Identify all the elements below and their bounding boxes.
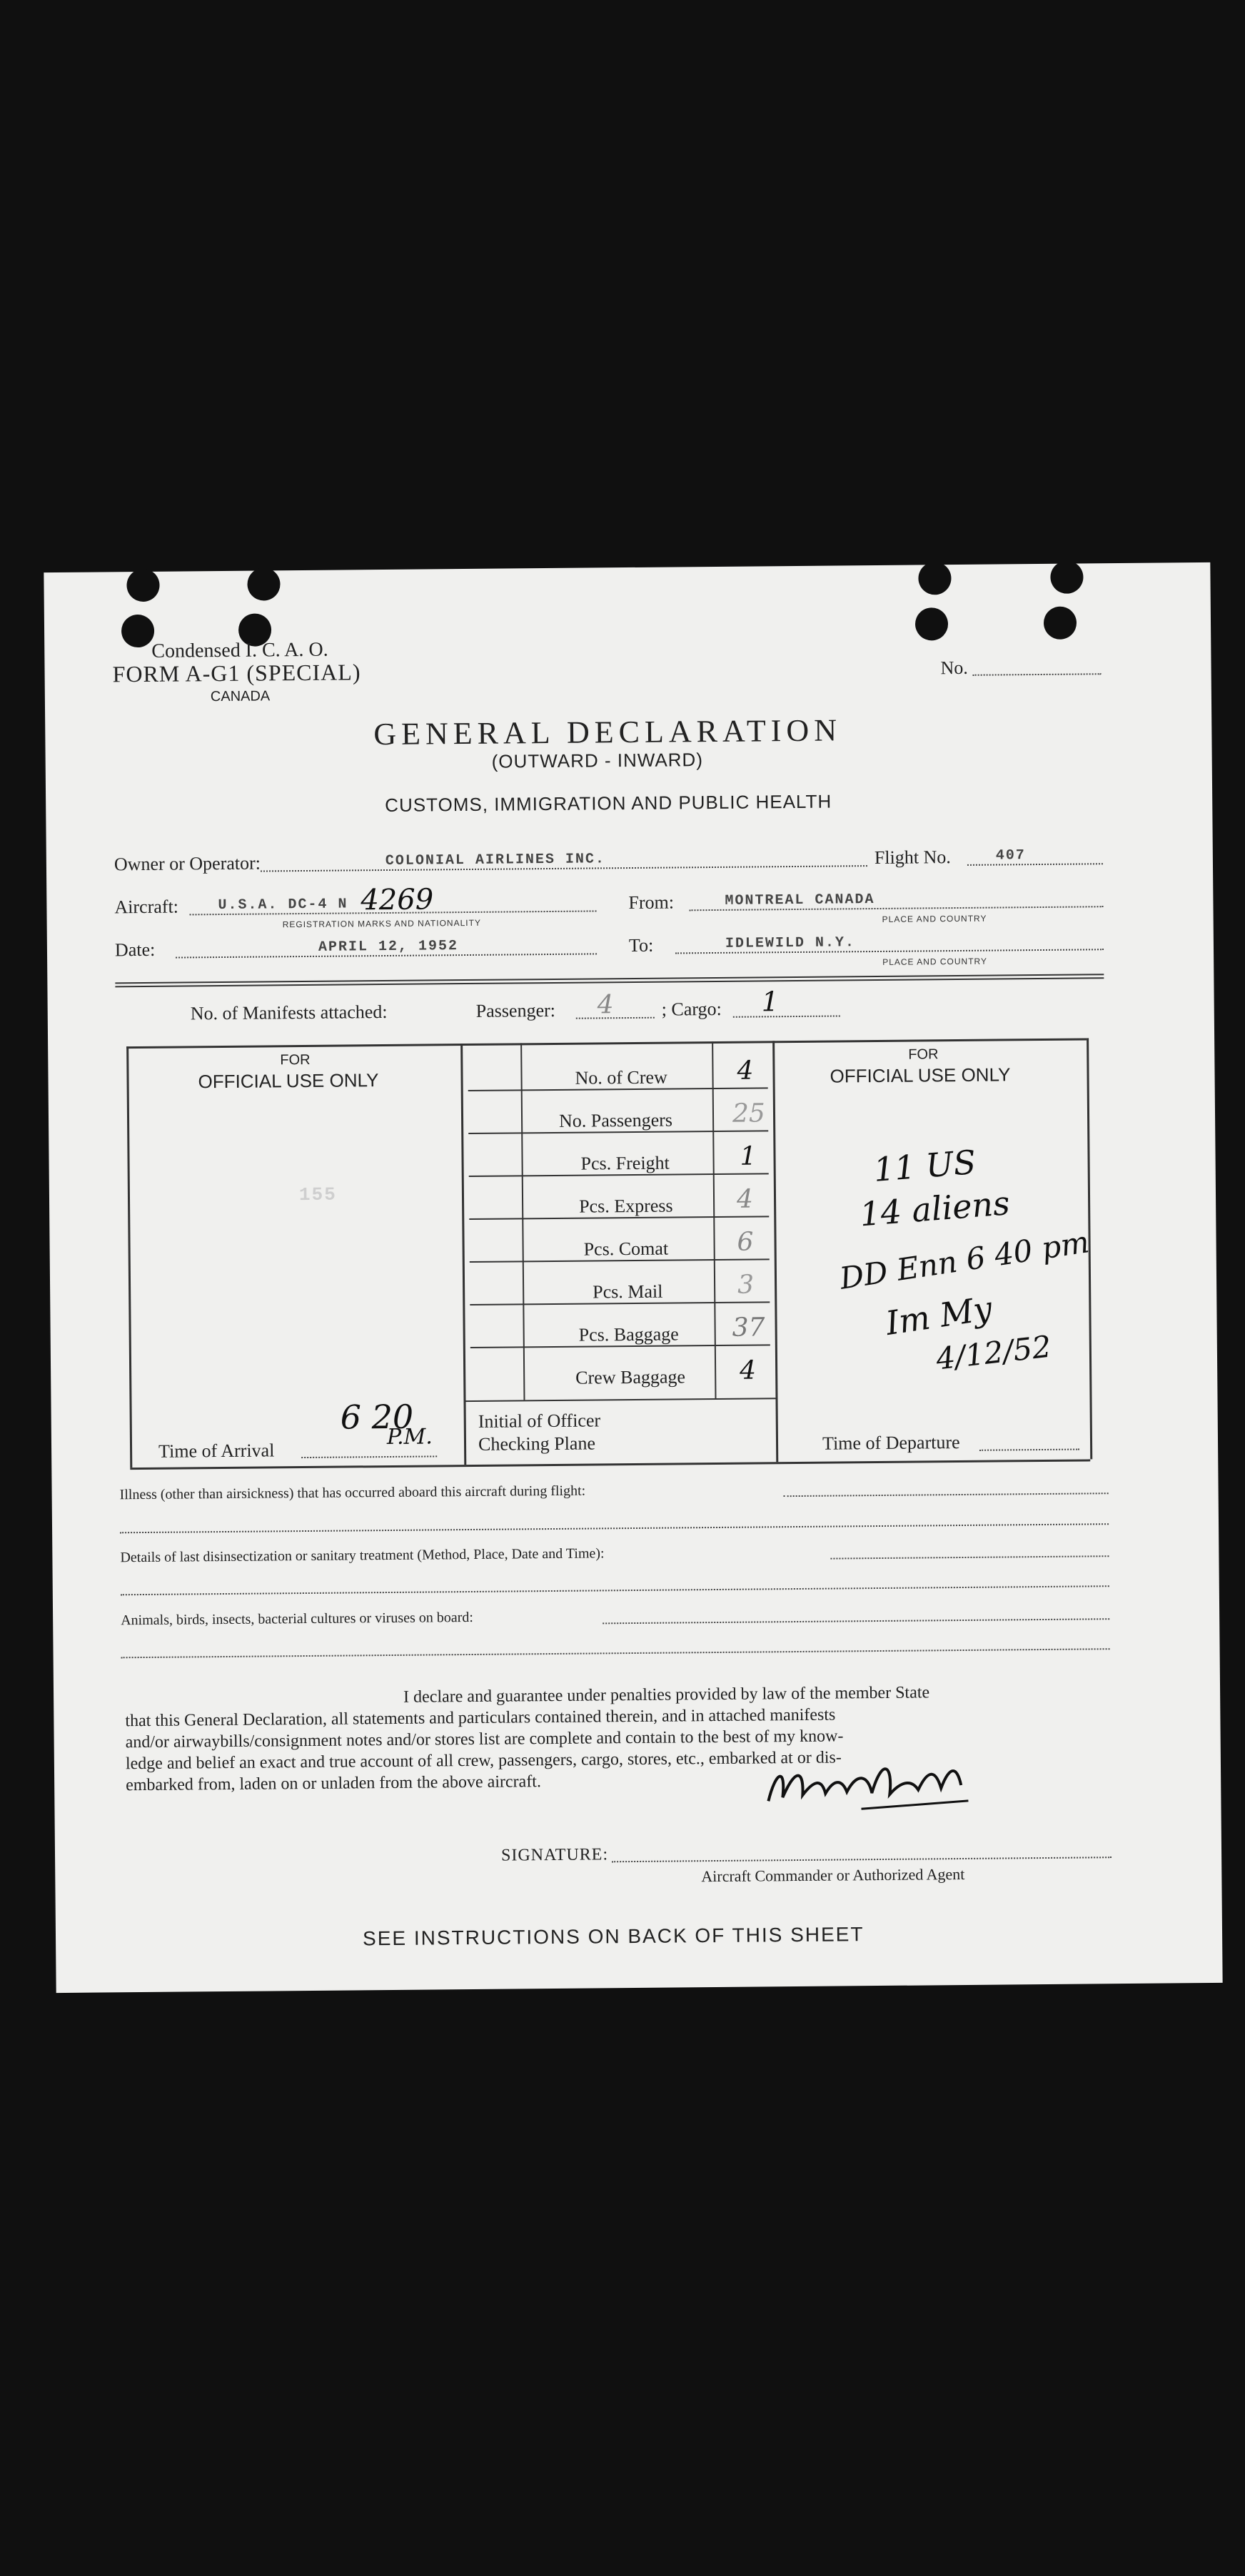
punch-hole-2: [247, 567, 280, 600]
form-header-line1: Condensed I. C. A. O.: [151, 638, 328, 662]
owner-label: Owner or Operator:: [114, 852, 261, 875]
signature-line: [612, 1857, 1112, 1862]
count-row-label: Pcs. Express: [578, 1195, 673, 1217]
form-number-label: No.: [940, 657, 968, 679]
disinsectization-line-1: [830, 1555, 1109, 1559]
instructions-footer: SEE INSTRUCTIONS ON BACK OF THIS SHEET: [362, 1923, 865, 1950]
punch-hole-1: [126, 569, 159, 602]
date-label: Date:: [114, 939, 156, 961]
cargo-line: [733, 1015, 840, 1017]
time-of-arrival-hand: 6 20: [340, 1397, 414, 1437]
left-stamp: 155: [298, 1183, 337, 1206]
count-row-value: 1: [740, 1141, 757, 1171]
table-top-border: [126, 1038, 1087, 1049]
page-title: GENERAL DECLARATION: [373, 712, 842, 752]
passenger-value: 4: [597, 990, 614, 1020]
handwritten-signature: [754, 1742, 1012, 1829]
count-row-label: Pcs. Comat: [583, 1238, 669, 1260]
time-of-arrival-line: [301, 1455, 437, 1458]
from-value: MONTREAL CANADA: [725, 892, 875, 909]
cargo-label: ; Cargo:: [661, 998, 722, 1020]
count-row-value: 4: [737, 1056, 754, 1086]
left-official-head2: OFFICIAL USE ONLY: [198, 1069, 379, 1093]
punch-hole-8: [1044, 607, 1077, 640]
count-row-line: [469, 1216, 769, 1220]
registration-caption: REGISTRATION MARKS AND NATIONALITY: [282, 917, 481, 930]
passenger-label: Passenger:: [475, 999, 556, 1021]
right-official-head2: OFFICIAL USE ONLY: [830, 1064, 1011, 1087]
disinsectization-line-2: [121, 1585, 1109, 1595]
punch-hole-4: [1050, 560, 1083, 593]
count-row-line: [468, 1130, 768, 1134]
right-note-5: 4/12/52: [934, 1328, 1054, 1377]
count-row-value: 25: [732, 1098, 765, 1128]
illness-line-1: [784, 1492, 1109, 1497]
to-label: To:: [628, 934, 654, 956]
from-label: From:: [628, 892, 675, 914]
right-note-3: DD Enn 6 40 pm: [837, 1224, 1092, 1296]
page-subtitle: (OUTWARD - INWARD): [491, 749, 704, 772]
count-row-label: Pcs. Baggage: [578, 1323, 679, 1345]
to-place-caption: PLACE AND COUNTRY: [882, 956, 988, 967]
count-row-value: 37: [732, 1313, 765, 1343]
count-row-label: Crew Baggage: [575, 1366, 686, 1388]
count-row-label: No. of Crew: [575, 1066, 667, 1089]
punch-hole-7: [915, 607, 948, 640]
count-row-line: [470, 1344, 770, 1348]
time-of-arrival-label: Time of Arrival: [158, 1440, 275, 1462]
from-place-caption: PLACE AND COUNTRY: [882, 913, 987, 924]
count-row-value: 3: [737, 1270, 755, 1300]
count-row-value: 6: [737, 1227, 754, 1257]
animals-line-1: [603, 1618, 1109, 1624]
declaration-line-2: that this General Declaration, all statements and particulars contained therein, and in attached manifests: [125, 1705, 836, 1731]
animals-question: Animals, birds, insects, bacterial cultures or viruses on board:: [121, 1609, 474, 1629]
right-note-1: 11 US: [872, 1142, 977, 1189]
declaration-line-5: embarked from, laden on or unladen from the above aircraft.: [126, 1772, 542, 1795]
flight-value: 407: [995, 847, 1026, 864]
cargo-value: 1: [761, 986, 780, 1018]
aircraft-label: Aircraft:: [114, 896, 179, 918]
count-row-value: 4: [736, 1184, 754, 1214]
time-of-arrival-hand-pm: P.M.: [386, 1424, 433, 1450]
time-of-departure-label: Time of Departure: [822, 1432, 960, 1454]
count-row-value: 4: [739, 1355, 757, 1385]
owner-value: COLONIAL AIRLINES INC.: [385, 851, 606, 870]
declaration-line-3: and/or airwaybills/consignment notes and/or stores list are complete and contain to the best of my know-: [125, 1727, 844, 1752]
table-left-border: [126, 1046, 132, 1468]
table-row-divider-bottom: [463, 1398, 775, 1402]
initial-officer-label-1: Initial of Officer: [478, 1410, 601, 1432]
signature-caption: Aircraft Commander or Authorized Agent: [701, 1864, 965, 1886]
form-header-line3: CANADA: [210, 688, 271, 705]
right-official-head1: FOR: [908, 1046, 939, 1063]
customs-heading: CUSTOMS, IMMIGRATION AND PUBLIC HEALTH: [385, 790, 832, 817]
to-value: IDLEWILD N.Y.: [725, 934, 856, 952]
aircraft-handwritten: 4269: [361, 883, 434, 917]
right-note-2: 14 aliens: [858, 1183, 1012, 1234]
aircraft-value: U.S.A. DC-4 N: [218, 896, 348, 914]
count-row-label: Pcs. Freight: [580, 1152, 670, 1174]
disinsectization-question: Details of last disinsectization or sanitary treatment (Method, Place, Date and Time):: [120, 1545, 605, 1566]
count-row-label: No. Passengers: [558, 1109, 673, 1131]
time-of-departure-line: [979, 1449, 1079, 1451]
illness-question: Illness (other than airsickness) that has occurred aboard this aircraft during flight:: [119, 1483, 586, 1503]
count-row-label: Pcs. Mail: [593, 1281, 663, 1303]
count-row-line: [470, 1258, 770, 1263]
left-official-head1: FOR: [280, 1051, 311, 1069]
punch-hole-5: [121, 615, 154, 647]
illness-line-2: [120, 1523, 1109, 1533]
declaration-form: [44, 562, 1222, 1993]
signature-label: SIGNATURE:: [500, 1845, 609, 1865]
initial-officer-label-2: Checking Plane: [478, 1433, 596, 1455]
date-value: APRIL 12, 1952: [318, 938, 459, 956]
declaration-line-1: I declare and guarantee under penalties provided by law of the member State: [403, 1683, 930, 1707]
punch-hole-3: [918, 562, 951, 595]
passenger-line: [576, 1017, 655, 1019]
count-row-line: [469, 1173, 769, 1177]
manifests-label: No. of Manifests attached:: [190, 1001, 388, 1024]
animals-line-2: [121, 1648, 1110, 1658]
form-number-line: [973, 673, 1102, 676]
count-row-line: [470, 1301, 770, 1305]
right-note-4: Im My: [883, 1288, 995, 1343]
flight-label: Flight No.: [874, 847, 951, 869]
declaration-line-4: ledge and belief an exact and true account of all crew, passengers, cargo, stores, etc., embarked at or dis-: [125, 1748, 842, 1774]
count-row-line: [468, 1087, 768, 1091]
flight-line: [967, 863, 1103, 866]
form-header-line2: FORM A-G1 (SPECIAL): [112, 659, 361, 687]
